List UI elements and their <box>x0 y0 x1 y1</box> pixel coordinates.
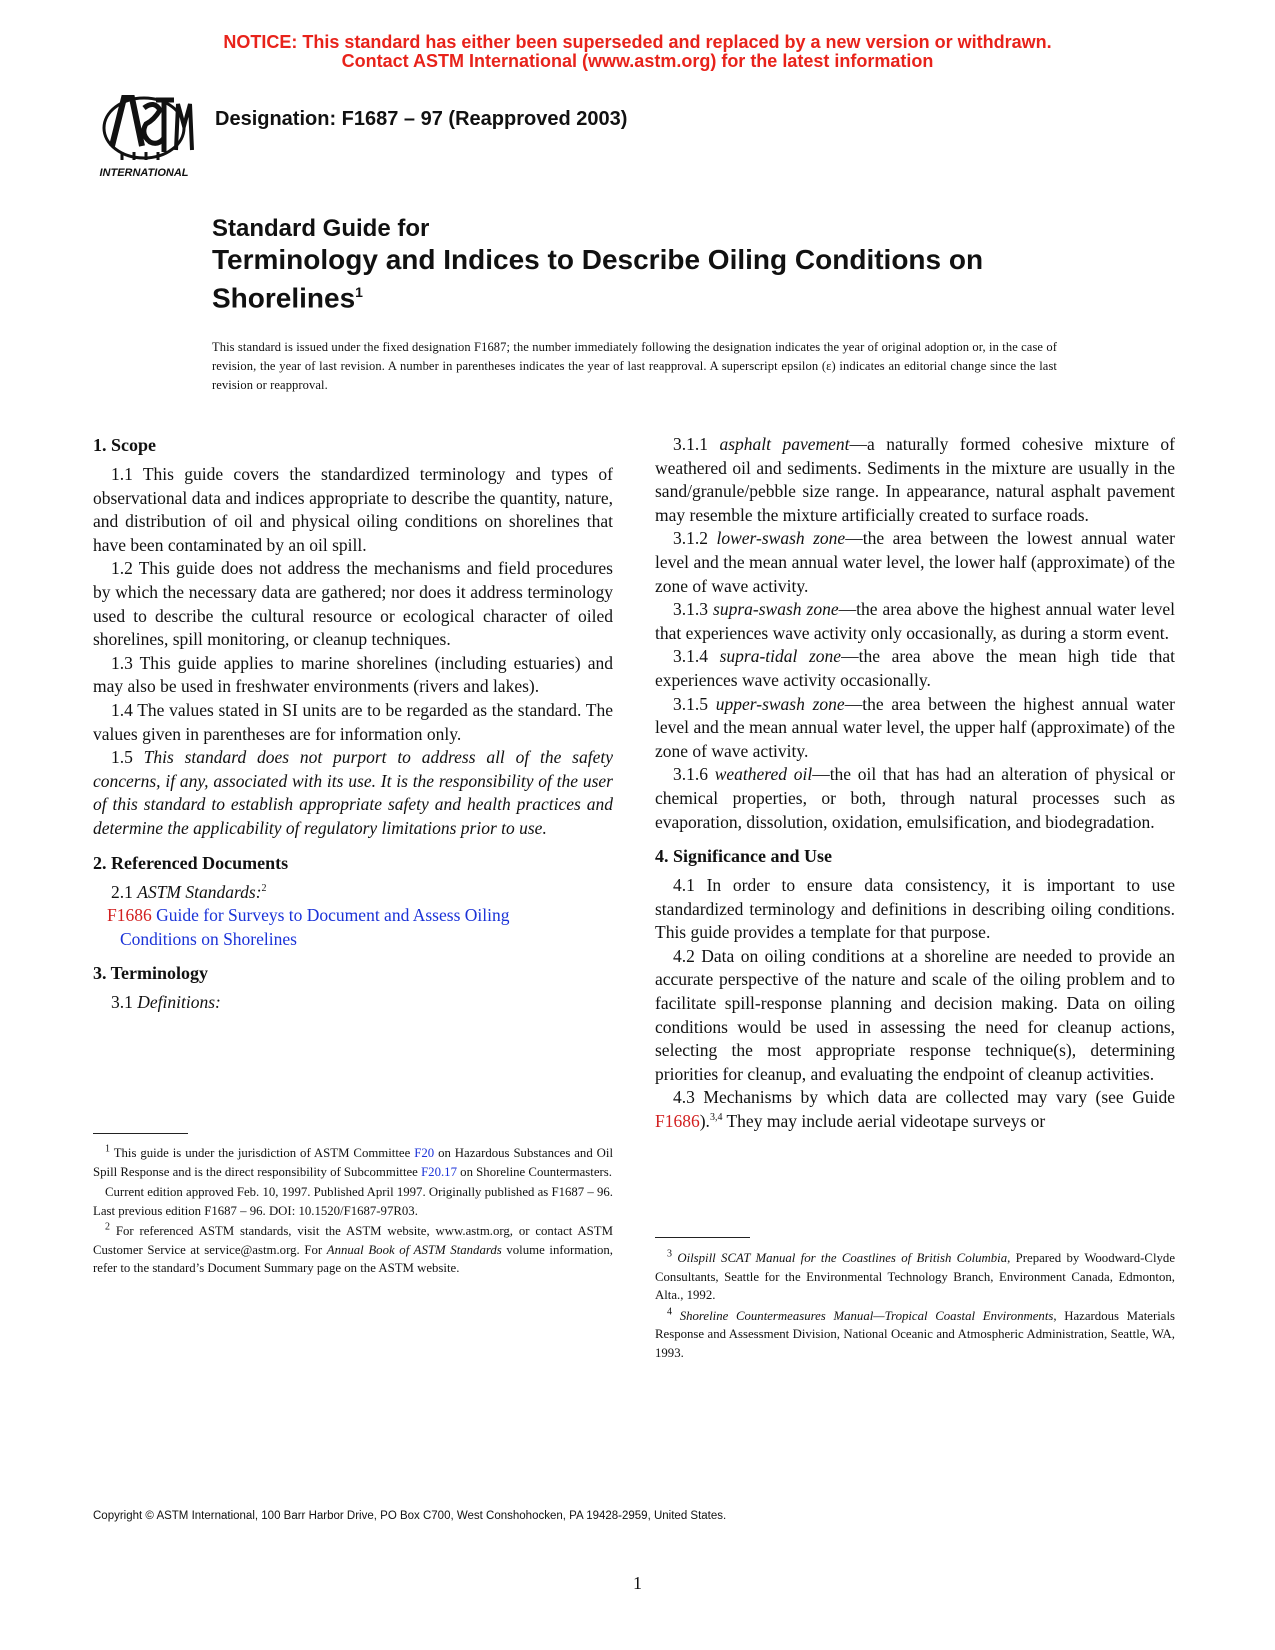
right-column <box>655 433 1175 1134</box>
paragraph-1-3: 1.3 This guide applies to marine shorelines (including estuaries) and may also be used in freshwater environments (rivers and lakes). <box>93 652 613 697</box>
document-title <box>212 213 1092 314</box>
page-number: 1 <box>633 1573 642 1593</box>
subcommittee-link[interactable]: F20.17 <box>421 1164 457 1179</box>
footnotes-left <box>93 1144 613 1280</box>
title-line-1: Standard Guide for <box>212 215 430 242</box>
paragraph-1-4: 1.4 The values stated in SI units are to be regarded as the standard. The values given in parentheses are for information only. <box>93 699 613 744</box>
section-3-heading: 3. Terminology <box>93 963 209 984</box>
copyright-line: Copyright © ASTM International, 100 Barr Harbor Drive, PO Box C700, West Conshohocken, PA 19428-2959, United States. <box>93 1510 727 1522</box>
definition-3-1-3: 3.1.3 supra-swash zone—the area above the highest annual water level that experiences wave activity only occasionally, as during a storm event. <box>655 599 1176 643</box>
reference-code-link[interactable]: F1686 <box>107 905 152 926</box>
definition-3-1-4: 3.1.4 supra-tidal zone—the area above the mean high tide that experiences wave activity occasionally. <box>655 646 1175 690</box>
section-1-heading: 1. Scope <box>93 435 156 455</box>
footnote-rule-right <box>655 1237 750 1238</box>
designation: Designation: F1687 – 97 (Reapproved 2003) <box>215 108 628 130</box>
definition-3-1-5: 3.1.5 upper-swash zone—the area between the highest annual water level and the mean annual water level, the upper half (approximate) of the zone of wave activity. <box>655 693 1175 761</box>
footnote-1-current-edition: Current edition approved Feb. 10, 1997. Published April 1997. Originally published as F1687 – 96. Last previous edition F1687 – 96. DOI: 10.1520/F1687-97R03. <box>93 1185 613 1218</box>
reference-title-link[interactable]: Guide for Surveys to Document and Assess Oiling <box>156 905 510 926</box>
paragraph-4-3: 4.3 Mechanisms by which data are collected may vary (see Guide F1686).$^{3,4}$ They may include aerial videotape surveys or <box>655 1087 1175 1132</box>
paragraph-3-1: 3.1 Definitions: <box>111 992 221 1013</box>
footnote-rule-left <box>93 1133 188 1134</box>
footnote-3: $^3$ Oilspill SCAT Manual for the Coastlines of British Columbia, Prepared by Woodward-Clyde Consultants, Seattle for the Environmental Technology Branch, Environment Canada, Edmonton, Alta., 1992. <box>655 1248 1176 1302</box>
issued-note: This standard is issued under the fixed designation F1687; the number immediately following the designation indicates the year of original adoption or, in the case of revision, the year of last revision. A number in parentheses indicates the year of last reapproval. A superscript epsilon (ε) indicates an editorial change since the last revision or reapproval. <box>212 340 1057 392</box>
definition-3-1-2: 3.1.2 lower-swash zone—the area between the lowest annual water level and the mean annual water level, the lower half (approximate) of the zone of wave activity. <box>655 528 1176 596</box>
notice-line-1: NOTICE: This standard has either been superseded and replaced by a new version or withdrawn. <box>223 32 1052 52</box>
left-column <box>93 433 613 1015</box>
reference-f1686 <box>93 904 613 951</box>
footnote-1: $^1$ This guide is under the jurisdiction of ASTM Committee F20 on Hazardous Substances and Oil Spill Response and is the direct responsibility of Subcommittee F20.17 on Shoreline Countermasters. <box>93 1143 613 1179</box>
paragraph-4-1: 4.1 In order to ensure data consistency, it is important to use standardized terminology and definitions in describing oiling conditions. This guide provides a template for that purpose. <box>655 875 1175 943</box>
footnotes-right <box>655 1249 1175 1364</box>
paragraph-1-1: 1.1 This guide covers the standardized terminology and types of observational data and indices appropriate to describe the quantity, nature, and distribution of oil and physical oiling conditions on shorelines that have been contaminated by an oil spill. <box>93 464 613 555</box>
paragraph-1-5: 1.5 This standard does not purport to address all of the safety concerns, if any, associated with its use. It is the responsibility of the user of this standard to establish appropriate safety and health practices and determine the applicability of regulatory limitations prior to use. <box>93 747 613 838</box>
guide-f1686-link[interactable]: F1686 <box>655 1111 700 1132</box>
astm-logo <box>94 86 196 186</box>
notice-line-2: Contact ASTM International (www.astm.org) for the latest information <box>341 51 934 71</box>
logo-wordmark: INTERNATIONAL <box>99 167 189 179</box>
section-4-heading: 4. Significance and Use <box>655 846 833 867</box>
title-footnote-mark: 1 <box>355 284 363 300</box>
section-2-heading: 2. Referenced Documents <box>93 852 289 873</box>
definition-3-1-1: 3.1.1 asphalt pavement—a naturally formed cohesive mixture of weathered oil and sediments. Sediments in the mixture are usually in the sand/granule/pebble size range. In appearance, natural asphalt pavement may resemble the mixture artificially created to surface roads. <box>655 434 1175 525</box>
title-line-2: Terminology and Indices to Describe Oiling Conditions on <box>212 244 984 275</box>
committee-f20-link[interactable]: F20 <box>414 1146 435 1160</box>
definition-3-1-6: 3.1.6 weathered oil—the oil that has had an alteration of physical or chemical properties, or both, through natural processes such as evaporation, dissolution, oxidation, emulsification, and biodegradation. <box>655 764 1175 832</box>
withdrawal-notice <box>0 33 1275 71</box>
astm-logo-icon <box>94 86 196 186</box>
title-line-3: Shorelines$^1$ <box>212 282 363 314</box>
paragraph-1-2: 1.2 This guide does not address the mechanisms and field procedures by which the necessary data are gathered; nor does it address terminology used to describe the cultural resource or ecological character of oiled shorelines, spill monitoring, or cleanup techniques. <box>93 558 613 650</box>
footnote-2: $^2$ For referenced ASTM standards, visit the ASTM website, www.astm.org, or contact ASTM Customer Service at service@astm.org. For Annual Book of ASTM Standards volume information, refer to the standard’s Document Summary page on the ASTM website. <box>93 1221 614 1275</box>
paragraph-2-1: 2.1 ASTM Standards:$^2$ <box>111 881 267 902</box>
paragraph-4-2: 4.2 Data on oiling conditions at a shoreline are needed to provide an accurate perspective of the nature and scale of the oiling problem and to facilitate spill-response planning and decision making. Data on oiling conditions would be used in assessing the need for cleanup actions, selecting the most appropriate response technique(s), determining priorities for cleanup, and evaluating the endpoint of cleanup activities. <box>655 945 1175 1084</box>
footnote-4: $^4$ Shoreline Countermeasures Manual—Tropical Coastal Environments, Hazardous Materials Response and Assessment Division, National Oceanic and Atmospheric Administration, Seattle, WA, 1993. <box>655 1306 1175 1360</box>
reference-title-link-cont[interactable]: Conditions on Shorelines <box>120 928 297 949</box>
